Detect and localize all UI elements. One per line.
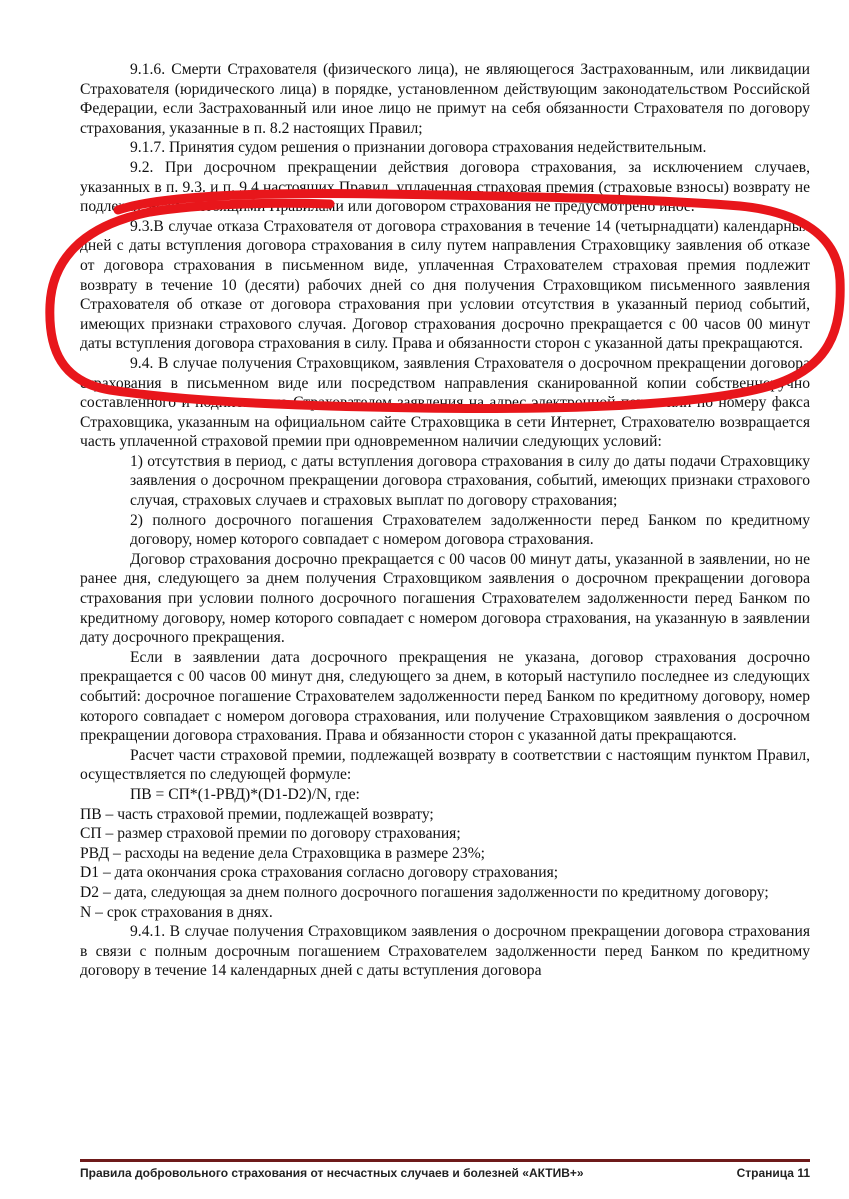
footer-title: Правила добровольного страхования от несчастных случаев и болезней «АКТИВ+» <box>80 1166 584 1180</box>
paragraph-9-1-6: 9.1.6. Смерти Страхователя (физического лица), не являющегося Застрахованным, или ликвидации Страхователя (юридического лица) в порядке, установленном действующим законодательством Российской Федерации, если Застрахованный или иное лицо не примут на себя обязанности Страхователя по договору страхования, указанные в п. 8.2 настоящих Правил; <box>80 61 810 137</box>
paragraph-def-n: N – срок страхования в днях. <box>80 903 273 921</box>
document-body <box>80 60 810 981</box>
paragraph-9-1-7: 9.1.7. Принятия судом решения о признании договора страхования недействительным. <box>130 139 707 157</box>
paragraph-def-sp: СП – размер страховой премии по договору страхования; <box>80 825 461 843</box>
paragraph-9-3: 9.3.В случае отказа Страхователя от договора страхования в течение 14 (четырнадцати) календарных дней с даты вступления договора страхования в силу путем направления Страховщику заявления об отказе от договора страхования в письменном виде, уплаченная Страхователем страховая премия подлежит возврату в течение 10 (десяти) рабочих дней со дня получения Страховщиком письменного заявления Страхователя об отказе от договора страхования при условии отсутствия в указанный период событий, имеющих признаки страхового случая. Договор страхования досрочно прекращается с 00 часов 00 минут даты вступления договора страхования в силу. Права и обязанности сторон с указанной даты прекращаются. <box>80 217 810 353</box>
paragraph-9-4: 9.4. В случае получения Страховщиком, заявления Страхователя о досрочном прекращении договора страхования в письменном виде или посредством направления сканированной копии собственноручно составленного и подписанного Страхователем заявления на адрес электронной почты или по номеру факса Страховщика, указанным на официальном сайте Страховщика в сети Интернет, Страхователю возвращается часть уплаченной страховой премии при одновременном наличии следующих условий: <box>80 354 810 451</box>
paragraph-9-4-1: 9.4.1. В случае получения Страховщиком заявления о досрочном прекращении договора страхования в связи с полным досрочным погашением Страхователем задолженности перед Банком по кредитному договору в течение 14 календарных дней с даты вступления договора <box>80 923 810 980</box>
footer-rule <box>80 1159 810 1162</box>
paragraph-def-d1: D1 – дата окончания срока страхования согласно договору страхования; <box>80 864 559 882</box>
paragraph-9-2: 9.2. При досрочном прекращении действия договора страхования, за исключением случаев, указанных в п. 9.3. и п. 9.4 настоящих Правил, уплаченная страховая премия (страховые взносы) возврату не подлежат, если настоящими Правилами или договором страхования не предусмотрено иное. <box>80 158 810 216</box>
page-number: Страница 11 <box>736 1166 810 1180</box>
paragraph-def-d2: D2 – дата, следующая за днем полного досрочного погашения задолженности по кредитному договору; <box>80 883 769 901</box>
paragraph-calc: Расчет части страховой премии, подлежащей возврату в соответствии с настоящим пунктом Правил, осуществляется по следующей формуле: <box>80 746 810 784</box>
paragraph-def-pv: ПВ – часть страховой премии, подлежащей возврату; <box>80 805 434 823</box>
paragraph-terminate-2: Если в заявлении дата досрочного прекращения не указана, договор страхования досрочно прекращается с 00 часов 00 минут дня, следующего за днем, в который наступило последнее из следующих событий: досрочное погашение Страхователем задолженности перед Банком по кредитному договору, номер которого совпадает с номером договора страхования, или получение Страховщиком заявления о досрочном прекращении договора страхования. Права и обязанности сторон с указанной даты прекращаются. <box>80 648 810 745</box>
paragraph-cond-1: 1) отсутствия в период, с даты вступления договора страхования в силу до даты подачи Страховщику заявления о досрочном прекращении договора страхования, событий, имеющих признаки страхового случая, страховых случаев и страховых выплат по договору страхования; <box>130 452 810 510</box>
paragraph-formula: ПВ = СП*(1-РВД)*(D1-D2)/N, где: <box>130 785 360 803</box>
paragraph-def-rvd: РВД – расходы на ведение дела Страховщика в размере 23%; <box>80 844 486 862</box>
page-footer <box>80 1166 810 1180</box>
paragraph-terminate-1: Договор страхования досрочно прекращается с 00 часов 00 минут даты, указанной в заявлении, но не ранее дня, следующего за днем получения Страховщиком заявления о досрочном прекращении договора страхования при условии полного досрочного погашения Страхователем задолженности перед Банком по кредитному договору, номер которого совпадает с номером договора страхования, на указанную в заявлении дату досрочного прекращения. <box>80 550 810 647</box>
paragraph-cond-2: 2) полного досрочного погашения Страхователем задолженности перед Банком по кредитному договору, номер которого совпадает с номером договора страхования. <box>130 511 810 549</box>
